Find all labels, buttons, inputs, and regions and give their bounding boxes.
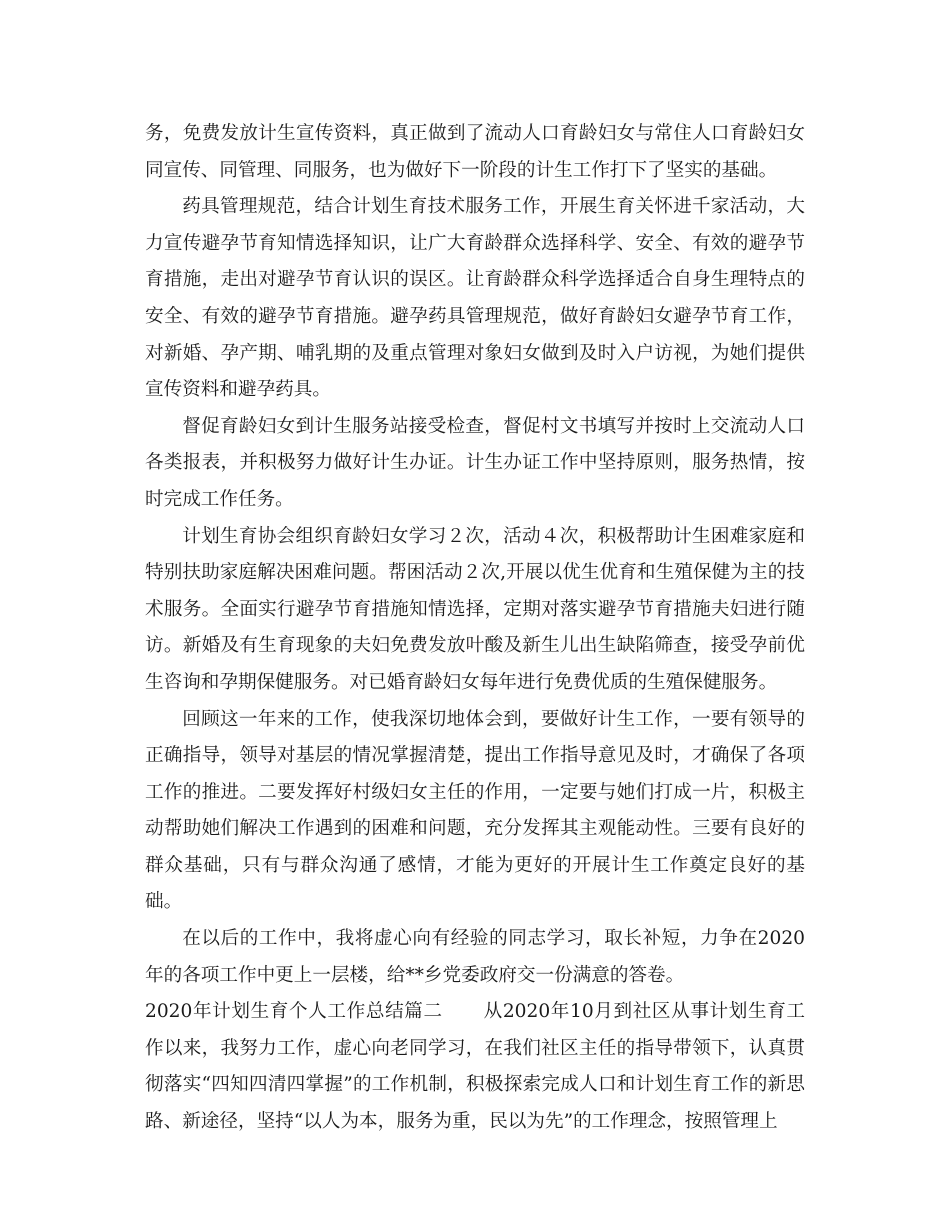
section-body: 从2020年10月到社区从事计划生育工作以来，我努力工作，虚心向老同学习，在我们社区主任的指导带领下，认真贯彻落实“四知四清四掌握”的工作机制，积极探索完成人口和计划生育工作的新思路、新途径，坚持“以人为本，服务为重，民以为先”的工作理念，按照管理上 xyxy=(145,1001,805,1133)
paragraph-inspection-supervision: 督促育龄妇女到计生服务站接受检查，督促村文书填写并按时上交流动人口各类报表，并积极努力做好计生办证。计生办证工作中坚持原则，服务热情，按时完成工作任务。 xyxy=(145,415,805,510)
paragraph-family-planning-association: 计划生育协会组织育龄妇女学习２次，活动４次，积极帮助计生困难家庭和特别扶助家庭解决困难问题。帮困活动２次,开展以优生优育和生殖保健为主的技术服务。全面实行避孕节育措施知情选择，定期对落实避孕节育措施夫妇进行随访。新婚及有生育现象的夫妇免费发放叶酸及新生儿出生缺陷筛查，接受孕前优生咨询和孕期保健服务。对已婚育龄妇女每年进行免费优质的生殖保健服务。 xyxy=(145,525,805,693)
paragraph-future-plans: 在以后的工作中，我将虚心向有经验的同志学习，取长补短，力争在2020年的各项工作中更上一层楼，给**乡党委政府交一份满意的答卷。 xyxy=(145,928,805,986)
section-two xyxy=(145,994,805,1140)
paragraph-continued: 务，免费发放计生宣传资料，真正做到了流动人口育龄妇女与常住人口育龄妇女同宣传、同管理、同服务，也为做好下一阶段的计生工作打下了坚实的基础。 xyxy=(145,123,805,181)
paragraph-review-experience: 回顾这一年来的工作，使我深切地体会到，要做好计生工作，一要有领导的正确指导，领导对基层的情况掌握清楚，提出工作指导意见及时，才确保了各项工作的推进。二要发挥好村级妇女主任的作用，一定要与她们打成一片，积极主动帮助她们解决工作遇到的困难和问题，充分发挥其主观能动性。三要有良好的群众基础，只有与群众沟通了感情，才能为更好的开展计生工作奠定良好的基础。 xyxy=(145,708,805,913)
document-body xyxy=(145,116,805,1141)
section-title: 2020年计划生育个人工作总结篇二 xyxy=(145,1001,443,1023)
paragraph-contraceptive-management: 药具管理规范，结合计划生育技术服务工作，开展生育关怀进千家活动，大力宣传避孕节育知情选择知识，让广大育龄群众选择科学、安全、有效的避孕节育措施，走出对避孕节育认识的误区。让育龄群众科学选择适合自身生理特点的安全、有效的避孕节育措施。避孕药具管理规范，做好育龄妇女避孕节育工作，对新婚、孕产期、哺乳期的及重点管理对象妇女做到及时入户访视，为她们提供宣传资料和避孕药具。 xyxy=(145,196,805,401)
